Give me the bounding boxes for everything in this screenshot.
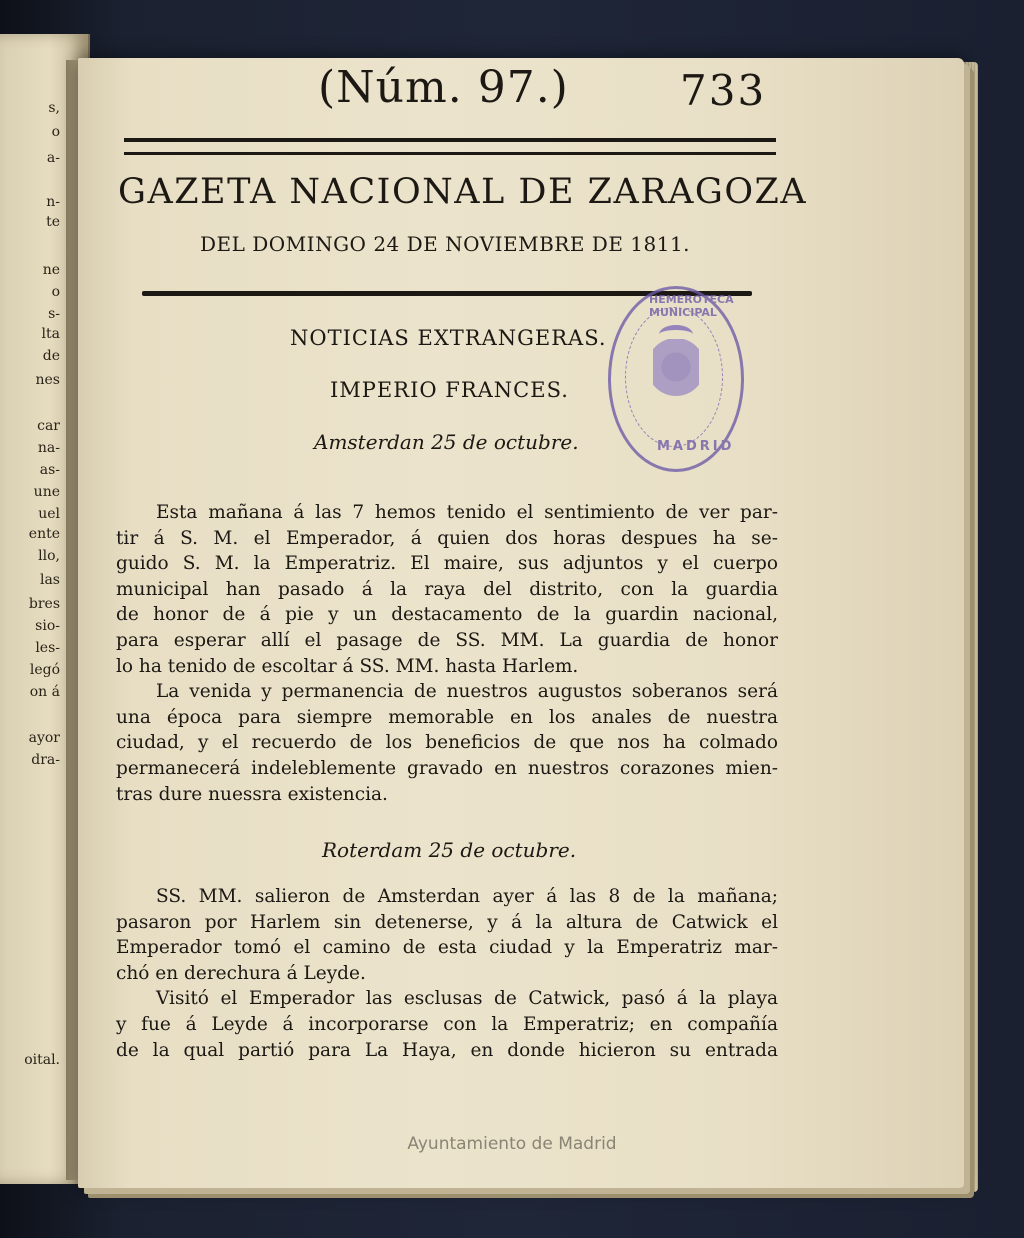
left-page-fragment: na- — [37, 440, 60, 456]
article-line: municipal han pasado á la raya del distrito, con la guardia — [116, 578, 778, 600]
left-page-fragment: nes — [35, 372, 60, 388]
left-page-fragment: dra- — [31, 752, 60, 768]
section-heading-french-empire: IMPERIO FRANCES. — [330, 378, 569, 402]
left-page-fragment: as- — [39, 462, 60, 478]
left-page-fragment: llo, — [38, 548, 60, 564]
footer-credit: Ayuntamiento de Madrid — [407, 1134, 617, 1154]
left-page-fragment: lta — [41, 326, 60, 342]
article-line: tras dure nuessra existencia. — [116, 783, 388, 805]
article-line: lo ha tenido de escoltar á SS. MM. hasta Harlem. — [116, 655, 579, 677]
left-page-fragment: o — [51, 124, 60, 140]
header-double-rule — [124, 138, 776, 155]
left-page-fragment: s- — [48, 306, 60, 322]
left-page-fragment: bres — [28, 596, 60, 612]
article-line: permanecerá indeleblemente gravado en nuestros corazones mien- — [116, 757, 778, 779]
left-page-fragment: ne — [42, 262, 60, 278]
left-page-fragment: o — [51, 284, 60, 300]
left-page-fragment: car — [37, 418, 60, 434]
article-body-amsterdam — [116, 500, 778, 807]
article-line: pasaron por Harlem sin detenerse, y á la altura de Catwick el — [116, 911, 778, 933]
left-page-fragment: ente — [28, 526, 60, 542]
article-line: tir á S. M. el Emperador, á quien dos horas despues ha se- — [116, 527, 778, 549]
article-body-roterdam — [116, 884, 778, 1063]
left-page-fragment: ayor — [28, 730, 60, 746]
left-page-fragment: sio- — [35, 618, 60, 634]
article-line: una época para siempre memorable en los anales de nuestra — [116, 706, 778, 728]
article-line: ciudad, y el recuerdo de los beneficios de que nos ha colmado — [116, 732, 778, 754]
left-page-fragment: legó — [29, 662, 60, 678]
stamp-text-bottom: MADRID — [657, 439, 735, 454]
article-line: chó en derechura á Leyde. — [116, 962, 366, 984]
stamp-text-top: HEMEROTECA MUNICIPAL — [649, 293, 734, 319]
article-line: Esta mañana á las 7 hemos tenido el sentimiento de ver par- — [156, 502, 778, 523]
article-dateline-amsterdam: Amsterdan 25 de octubre. — [314, 430, 579, 454]
issue-number: (Núm. 97.) — [318, 62, 569, 113]
left-page-fragment: une — [33, 484, 60, 500]
left-page-fragment: s, — [48, 100, 60, 116]
article-line: Visitó el Emperador las esclusas de Catwick, pasó á la playa — [156, 988, 778, 1010]
left-page-fragment: oital. — [24, 1052, 60, 1068]
article-line: de honor de á pie y un destacamento de la guardin nacional, — [116, 604, 778, 626]
masthead-title: GAZETA NACIONAL DE ZARAGOZA — [118, 172, 808, 212]
article-line: de la qual partió para La Haya, en donde hicieron su entrada — [116, 1039, 778, 1061]
left-page-fragment: de — [42, 348, 60, 364]
coat-of-arms-icon — [653, 339, 699, 409]
left-page-fragment: las — [39, 572, 60, 588]
issue-date: DEL DOMINGO 24 DE NOVIEMBRE DE 1811. — [200, 232, 691, 256]
article-line: guido S. M. la Emperatriz. El maire, sus adjuntos y el cuerpo — [116, 553, 778, 575]
page-number: 733 — [680, 66, 767, 115]
left-page-fragment: les- — [35, 640, 60, 656]
left-page-fragment: a- — [46, 150, 60, 166]
left-page-fragment: te — [46, 214, 60, 230]
article-line: La venida y permanencia de nuestros augustos soberanos será — [156, 681, 778, 703]
article-line: Emperador tomó el camino de esta ciudad y la Emperatriz mar- — [116, 937, 778, 959]
article-line: SS. MM. salieron de Amsterdan ayer á las 8 de la mañana; — [156, 886, 778, 907]
left-page-fragment: uel — [38, 506, 60, 522]
article-line: y fue á Leyde á incorporarse con la Emperatriz; en compañía — [116, 1013, 778, 1035]
left-page-fragment: n- — [46, 194, 60, 210]
article-dateline-roterdam: Roterdam 25 de octubre. — [322, 838, 577, 862]
article-line: para esperar allí el pasage de SS. MM. La guardia de honor — [116, 629, 778, 651]
left-page-fragment: on á — [29, 684, 60, 700]
library-stamp — [608, 286, 744, 472]
section-heading-foreign-news: NOTICIAS EXTRANGERAS. — [290, 326, 607, 350]
